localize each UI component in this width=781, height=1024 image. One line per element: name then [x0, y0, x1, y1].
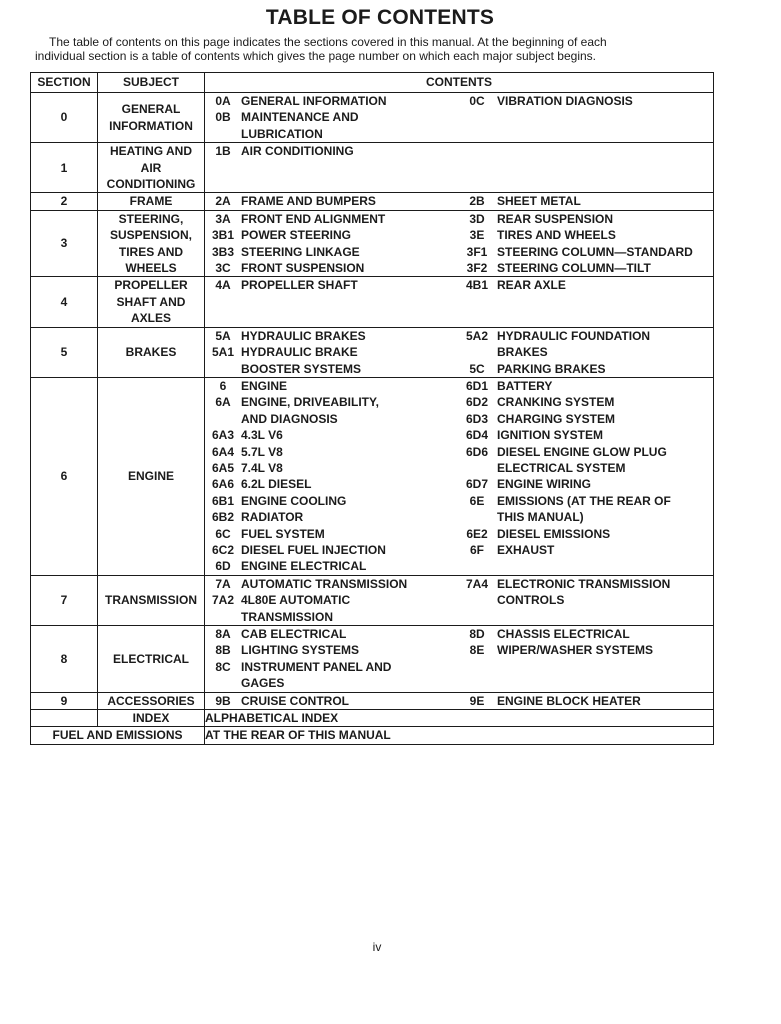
- header-contents: CONTENTS: [205, 73, 714, 93]
- toc-entry: [205, 227, 457, 243]
- toc-entry: [205, 277, 457, 293]
- toc-entry: [457, 378, 713, 394]
- section-contents: [205, 277, 714, 327]
- entry-title: ENGINE ELECTRICAL: [241, 559, 367, 574]
- section-subject: BRAKES: [98, 327, 205, 377]
- toc-entry: [205, 642, 457, 658]
- entry-title: 4.3L V6: [241, 428, 283, 443]
- entry-title: 6.2L DIESEL: [241, 477, 312, 492]
- entry-title: 5.7L V8: [241, 444, 283, 459]
- contents-right-column: [457, 277, 713, 293]
- toc-entry: [205, 378, 457, 394]
- index-contents: ALPHABETICAL INDEX: [205, 710, 714, 727]
- entry-title: FRAME AND BUMPERS: [241, 194, 376, 209]
- entry-title: STEERING COLUMN—STANDARD: [497, 244, 693, 259]
- entry-code: 3C: [215, 261, 231, 276]
- page-title: TABLE OF CONTENTS: [265, 6, 495, 29]
- contents-right-column: [457, 626, 713, 692]
- toc-entry: [457, 211, 713, 227]
- page-number: iv: [372, 940, 382, 954]
- section-number: 7: [31, 575, 98, 625]
- contents-table: [30, 72, 714, 745]
- entry-code: 4B1: [465, 278, 488, 293]
- entry-code: 1B: [215, 144, 231, 159]
- entry-title: EMISSIONS (AT THE REAR OF THIS MANUAL): [497, 493, 671, 525]
- section-subject: FRAME: [98, 193, 205, 210]
- table-row: [31, 377, 714, 575]
- toc-entry: [205, 460, 457, 476]
- entry-code: 6A3: [211, 428, 234, 443]
- contents-right-column: [457, 193, 713, 209]
- toc-entry: [205, 509, 457, 525]
- toc-entry: [457, 193, 713, 209]
- entry-code: 6D7: [465, 477, 488, 492]
- entry-title: ENGINE WIRING: [497, 477, 592, 492]
- toc-entry: [457, 542, 713, 558]
- contents-right-column: [457, 93, 713, 142]
- toc-entry: [457, 526, 713, 542]
- entry-code: 6D: [215, 559, 231, 574]
- entry-title: FUEL SYSTEM: [241, 526, 325, 541]
- toc-entry: [205, 444, 457, 460]
- entry-code: 5C: [469, 361, 485, 376]
- entry-code: 7A2: [211, 593, 234, 608]
- entry-code: 6E2: [466, 526, 488, 541]
- section-subject: HEATING AND AIR CONDITIONING: [98, 143, 205, 193]
- entry-title: ENGINE BLOCK HEATER: [497, 693, 641, 708]
- toc-entry: [205, 476, 457, 492]
- entry-title: WIPER/WASHER SYSTEMS: [497, 643, 654, 658]
- entry-code: 9B: [215, 693, 231, 708]
- entry-title: SHEET METAL: [497, 194, 581, 209]
- entry-code: 6D1: [465, 378, 488, 393]
- entry-title: ENGINE: [241, 378, 288, 393]
- contents-left-column: [205, 211, 457, 277]
- entry-code: 6D2: [465, 395, 488, 410]
- contents-left-column: [205, 693, 457, 709]
- intro-line-2: individual section is a table of contents which gives the page number on which each major subject begins.: [35, 49, 596, 63]
- entry-title: 4L80E AUTOMATIC TRANSMISSION: [241, 593, 351, 624]
- section-contents: [205, 143, 714, 193]
- contents-left-column: [205, 193, 457, 209]
- toc-entry: [205, 592, 457, 625]
- entry-title: MAINTENANCE AND LUBRICATION: [241, 110, 359, 141]
- entry-title: IGNITION SYSTEM: [497, 428, 604, 443]
- toc-entry: [457, 260, 713, 276]
- entry-code: 0C: [469, 94, 485, 108]
- toc-entry: [457, 411, 713, 427]
- section-subject: ENGINE: [98, 377, 205, 575]
- entry-title: ENGINE COOLING: [241, 493, 347, 508]
- toc-entry: [205, 244, 457, 260]
- toc-entry: [205, 659, 457, 692]
- entry-code: 8A: [215, 627, 231, 641]
- intro-line-1: The table of contents on this page indicates the sections covered in this manual. At the beginning of each: [49, 35, 607, 49]
- toc-entry: [205, 394, 457, 427]
- entry-code: 7A: [215, 576, 231, 591]
- toc-entry: [457, 361, 713, 377]
- toc-entry: [457, 693, 713, 709]
- table-row: [31, 575, 714, 625]
- toc-entry: [205, 143, 457, 159]
- toc-entry: [205, 211, 457, 227]
- section-subject: PROPELLER SHAFT AND AXLES: [98, 277, 205, 327]
- entry-title: POWER STEERING: [241, 228, 352, 243]
- contents-left-column: [205, 328, 457, 377]
- fuel-emissions-contents: AT THE REAR OF THIS MANUAL: [205, 727, 714, 744]
- intro-paragraph: [35, 35, 717, 63]
- section-number: 5: [31, 327, 98, 377]
- contents-left-column: [205, 277, 457, 293]
- entry-code: 6A: [215, 395, 231, 410]
- table-body: [31, 93, 714, 745]
- entry-code: 3D: [469, 211, 485, 226]
- section-contents: [205, 626, 714, 693]
- entry-code: 6B2: [211, 510, 234, 525]
- entry-title: DIESEL EMISSIONS: [497, 526, 611, 541]
- toc-entry: [205, 693, 457, 709]
- table-row: [31, 692, 714, 709]
- table-row: [31, 626, 714, 693]
- entry-code: 6E: [469, 493, 485, 508]
- entry-code: 4A: [215, 278, 231, 293]
- section-number: 4: [31, 277, 98, 327]
- contents-right-column: [457, 576, 713, 625]
- entry-title: CAB ELECTRICAL: [241, 627, 347, 641]
- entry-code: 8B: [215, 643, 231, 658]
- entry-title: ELECTRONIC TRANSMISSION CONTROLS: [497, 576, 671, 608]
- table-row-fuel-emissions: [31, 727, 714, 744]
- entry-code: 5A: [215, 328, 231, 343]
- entry-code: 3F2: [466, 261, 488, 276]
- section-contents: [205, 210, 714, 277]
- toc-entry: [205, 493, 457, 509]
- table-row-index: [31, 710, 714, 727]
- toc-entry: [457, 476, 713, 492]
- section-contents: [205, 327, 714, 377]
- entry-title: CRANKING SYSTEM: [497, 395, 615, 410]
- entry-code: 2B: [469, 194, 485, 209]
- table-row: [31, 93, 714, 143]
- toc-entry: [205, 427, 457, 443]
- table-row: [31, 193, 714, 210]
- entry-code: 6B1: [211, 493, 234, 508]
- entry-title: AIR CONDITIONING: [241, 144, 354, 159]
- entry-title: CRUISE CONTROL: [241, 693, 349, 708]
- entry-title: VIBRATION DIAGNOSIS: [497, 94, 633, 108]
- toc-entry: [457, 576, 713, 609]
- entry-title: 7.4L V8: [241, 460, 283, 475]
- entry-title: HYDRAULIC BRAKES: [241, 328, 366, 343]
- section-number: 9: [31, 692, 98, 709]
- entry-code: 6D3: [465, 411, 488, 426]
- entry-title: CHARGING SYSTEM: [497, 411, 616, 426]
- entry-code: 6: [219, 378, 227, 393]
- contents-left-column: [205, 626, 457, 692]
- entry-title: GENERAL INFORMATION: [241, 94, 387, 108]
- header-section: SECTION: [31, 73, 98, 93]
- toc-entry: [205, 193, 457, 209]
- entry-code: 0B: [215, 110, 231, 125]
- section-subject: GENERAL INFORMATION: [98, 93, 205, 143]
- entry-code: 3A: [215, 211, 231, 226]
- entry-title: TIRES AND WHEELS: [497, 228, 616, 243]
- entry-code: 9E: [469, 693, 485, 708]
- entry-title: LIGHTING SYSTEMS: [241, 643, 360, 658]
- toc-entry: [205, 260, 457, 276]
- contents-right-column: [457, 693, 713, 709]
- table-header-row: [31, 73, 714, 93]
- entry-code: 8D: [469, 627, 485, 641]
- entry-code: 6A6: [211, 477, 234, 492]
- fuel-emissions-subject: FUEL AND EMISSIONS: [31, 727, 205, 744]
- section-subject: ELECTRICAL: [98, 626, 205, 693]
- contents-right-column: [457, 378, 713, 575]
- entry-code: 3E: [469, 228, 485, 243]
- entry-title: BATTERY: [497, 378, 553, 393]
- header-subject: SUBJECT: [98, 73, 205, 93]
- toc-entry: [457, 493, 713, 526]
- section-contents: [205, 377, 714, 575]
- contents-left-column: [205, 576, 457, 625]
- table-row: [31, 143, 714, 193]
- entry-code: 8E: [469, 643, 485, 658]
- entry-code: 3B3: [211, 244, 234, 259]
- entry-code: 3B1: [211, 228, 234, 243]
- entry-code: 8C: [215, 659, 231, 674]
- entry-title: PROPELLER SHAFT: [241, 278, 358, 293]
- empty-section-cell: [31, 710, 98, 727]
- entry-code: 6C: [215, 526, 231, 541]
- entry-code: 6D6: [465, 444, 488, 459]
- table-row: [31, 210, 714, 277]
- toc-entry: [457, 93, 713, 109]
- entry-title: HYDRAULIC BRAKE BOOSTER SYSTEMS: [241, 345, 362, 376]
- toc-entry: [457, 277, 713, 293]
- section-subject: TRANSMISSION: [98, 575, 205, 625]
- toc-entry: [457, 444, 713, 477]
- toc-entry: [205, 328, 457, 344]
- entry-code: 3F1: [466, 244, 488, 259]
- toc-entry: [457, 427, 713, 443]
- entry-title: STEERING COLUMN—TILT: [497, 261, 651, 276]
- section-number: 8: [31, 626, 98, 693]
- table-row: [31, 327, 714, 377]
- table-row: [31, 277, 714, 327]
- contents-left-column: [205, 143, 457, 159]
- section-number: 3: [31, 210, 98, 277]
- entry-title: DIESEL FUEL INJECTION: [241, 542, 386, 557]
- entry-title: CHASSIS ELECTRICAL: [497, 627, 630, 641]
- contents-left-column: [205, 93, 457, 142]
- section-contents: [205, 93, 714, 143]
- index-subject: INDEX: [98, 710, 205, 727]
- entry-title: FRONT SUSPENSION: [241, 261, 365, 276]
- toc-entry: [205, 558, 457, 574]
- toc-entry: [457, 642, 713, 658]
- section-subject: STEERING, SUSPENSION, TIRES AND WHEELS: [98, 210, 205, 277]
- toc-entry: [205, 542, 457, 558]
- entry-code: 5A1: [211, 345, 234, 360]
- contents-right-column: [457, 211, 713, 277]
- entry-code: 2A: [215, 194, 231, 209]
- entry-code: 5A2: [465, 328, 488, 343]
- entry-code: 6D4: [465, 428, 488, 443]
- section-contents: [205, 692, 714, 709]
- toc-entry: [457, 394, 713, 410]
- toc-entry: [457, 328, 713, 361]
- entry-code: 7A4: [465, 576, 488, 591]
- entry-title: PARKING BRAKES: [497, 361, 606, 376]
- entry-title: EXHAUST: [497, 542, 555, 557]
- toc-entry: [205, 109, 457, 142]
- section-number: 0: [31, 93, 98, 143]
- toc-entry: [457, 626, 713, 642]
- entry-title: STEERING LINKAGE: [241, 244, 360, 259]
- toc-entry: [205, 93, 457, 109]
- entry-title: HYDRAULIC FOUNDATION BRAKES: [497, 328, 651, 360]
- entry-title: FRONT END ALIGNMENT: [241, 211, 386, 226]
- entry-title: REAR AXLE: [497, 278, 566, 293]
- section-number: 2: [31, 193, 98, 210]
- entry-title: ENGINE, DRIVEABILITY, AND DIAGNOSIS: [241, 395, 380, 426]
- entry-title: REAR SUSPENSION: [497, 211, 614, 226]
- section-contents: [205, 193, 714, 210]
- section-number: 6: [31, 377, 98, 575]
- entry-code: 6F: [469, 542, 484, 557]
- entry-title: INSTRUMENT PANEL AND GAGES: [241, 659, 392, 691]
- entry-code: 0A: [215, 94, 231, 108]
- toc-entry: [205, 576, 457, 592]
- toc-entry: [205, 344, 457, 377]
- toc-entry: [457, 244, 713, 260]
- entry-title: AUTOMATIC TRANSMISSION: [241, 576, 408, 591]
- contents-right-column: [457, 328, 713, 377]
- entry-code: 6A4: [211, 444, 234, 459]
- toc-entry: [457, 227, 713, 243]
- section-contents: [205, 575, 714, 625]
- section-subject: ACCESSORIES: [98, 692, 205, 709]
- entry-code: 6A5: [211, 460, 234, 475]
- entry-title: DIESEL ENGINE GLOW PLUG ELECTRICAL SYSTEM: [497, 444, 667, 475]
- toc-entry: [205, 526, 457, 542]
- toc-entry: [205, 626, 457, 642]
- entry-code: 6C2: [211, 542, 234, 557]
- contents-left-column: [205, 378, 457, 575]
- entry-title: RADIATOR: [241, 510, 304, 525]
- section-number: 1: [31, 143, 98, 193]
- contents-right-column: [457, 143, 713, 159]
